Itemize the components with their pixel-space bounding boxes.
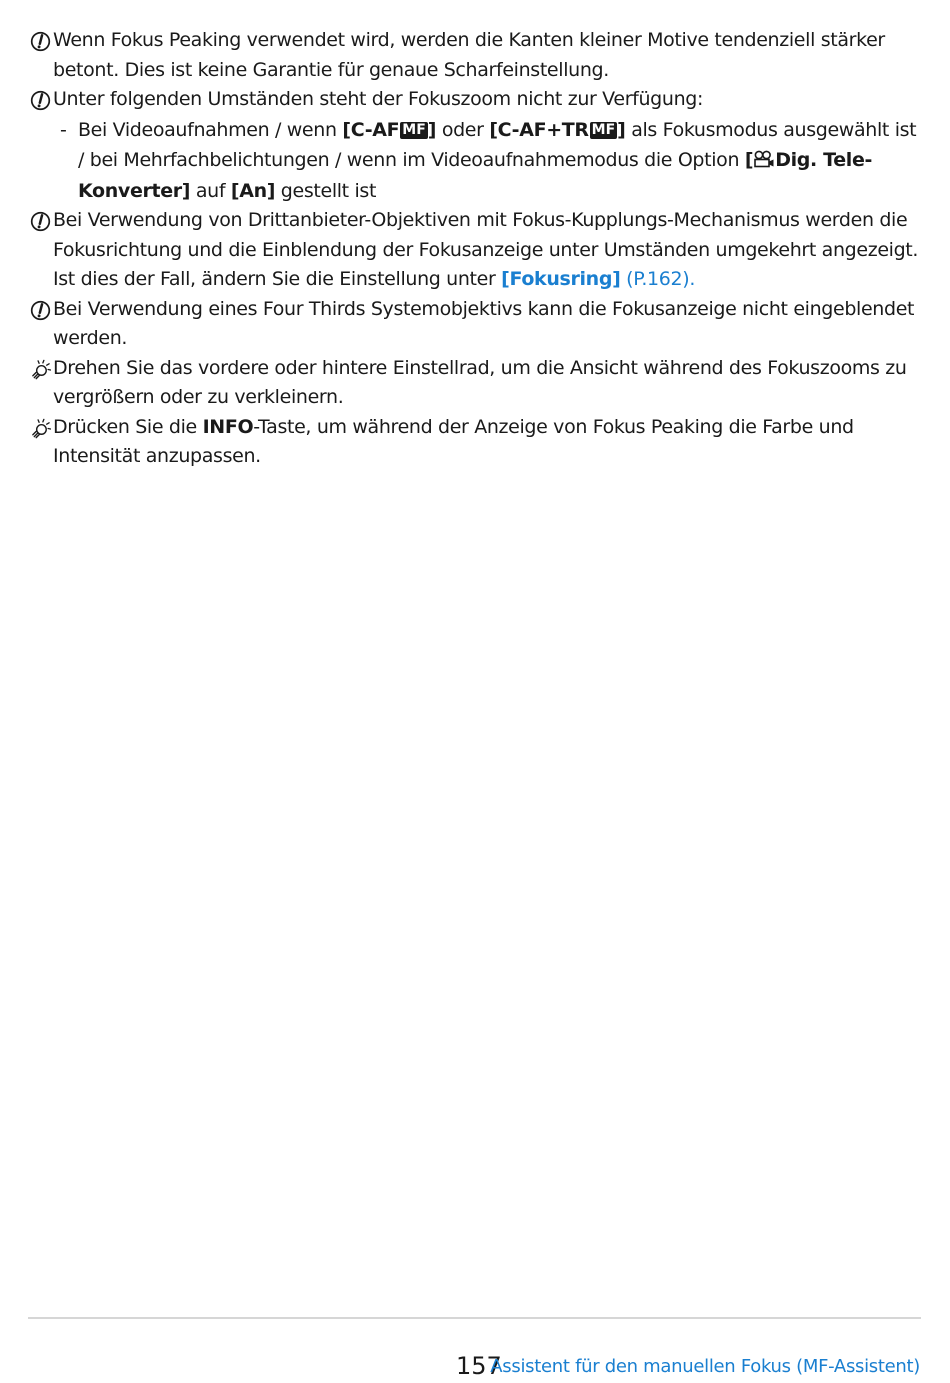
mode-c-af-tr: [C-AF+TR MF ] (489, 118, 626, 141)
section-title-link[interactable]: Assistent für den manuellen Fokus (MF-Assistent) (490, 1356, 920, 1377)
caution-icon (30, 211, 51, 232)
caution-icon (30, 300, 51, 321)
note-text: Wenn Fokus Peaking verwendet wird, werden die Kanten kleiner Motive tendenziell stärker betont. Dies ist keine Garantie für genaue Scharfeinstellung. (53, 29, 885, 81)
page-number: 157 (456, 1352, 502, 1380)
note-text: Bei Verwendung von Drittanbieter-Objektiven mit Fokus-Kupplungs-Mechanismus werden die Fokusrichtung und die Einblendung der Fokusanzeige unter Umständen umgekehrt angezeigt. Ist dies der Fall, ändern Sie die Einstellung unter (53, 209, 919, 290)
mf-badge: MF (591, 121, 616, 138)
note-text: Bei Verwendung eines Four Thirds Systemobjektivs kann die Fokusanzeige nicht eingeblendet werden. (53, 297, 915, 349)
movie-camera-icon (753, 150, 775, 168)
link-period: . (689, 268, 696, 290)
tip-icon (30, 418, 51, 439)
list-dash: - (60, 118, 67, 141)
tip-note-dial-zoom (30, 354, 920, 413)
sub-text-1: Bei Videoaufnahmen / wenn (78, 118, 337, 141)
note-text-post: -Taste, um während der Anzeige von Fokus Peaking die Farbe und Intensität anzupassen. (53, 415, 854, 467)
sub-list-item (30, 115, 920, 207)
sub-text-2: oder (441, 118, 484, 141)
info-key-label: INFO (202, 415, 254, 438)
note-text-pre: Drücken Sie die (53, 415, 197, 438)
notes-section (30, 26, 920, 472)
note-text: Unter folgenden Umständen steht der Fokuszoom nicht zur Verfügung: (53, 88, 704, 110)
caution-note-peaking (30, 26, 920, 85)
mf-badge: MF (402, 121, 426, 138)
caution-icon (30, 31, 51, 52)
footer-divider (28, 1317, 921, 1319)
fokusring-link[interactable]: [Fokusring] (501, 268, 621, 290)
caution-note-four-thirds (30, 295, 920, 354)
sub-text-3: als Fokusmodus ausgewählt ist / bei Mehrfachbelichtungen / wenn im Videoaufnahmemodus die Option (78, 118, 917, 171)
sub-text-5: gestellt ist (280, 179, 377, 202)
note-text: Drehen Sie das vordere oder hintere Einstellrad, um die Ansicht während des Fokuszooms zu vergrößern oder zu verkleinern. (53, 356, 907, 408)
caution-note-third-party-lens (30, 206, 920, 295)
caution-note-zoom-unavailable (30, 85, 920, 115)
tip-icon (30, 359, 51, 380)
sub-text-4: auf (195, 179, 226, 202)
value-an: [An] (230, 179, 276, 202)
mode-c-af: [C-AF MF ] (342, 118, 437, 141)
tip-note-info-button (30, 413, 920, 472)
option-dig-tele: [ Dig. Tele-Konverter] (78, 149, 873, 202)
caution-icon (30, 90, 51, 111)
page-ref-link[interactable]: (P.162) (626, 268, 690, 290)
